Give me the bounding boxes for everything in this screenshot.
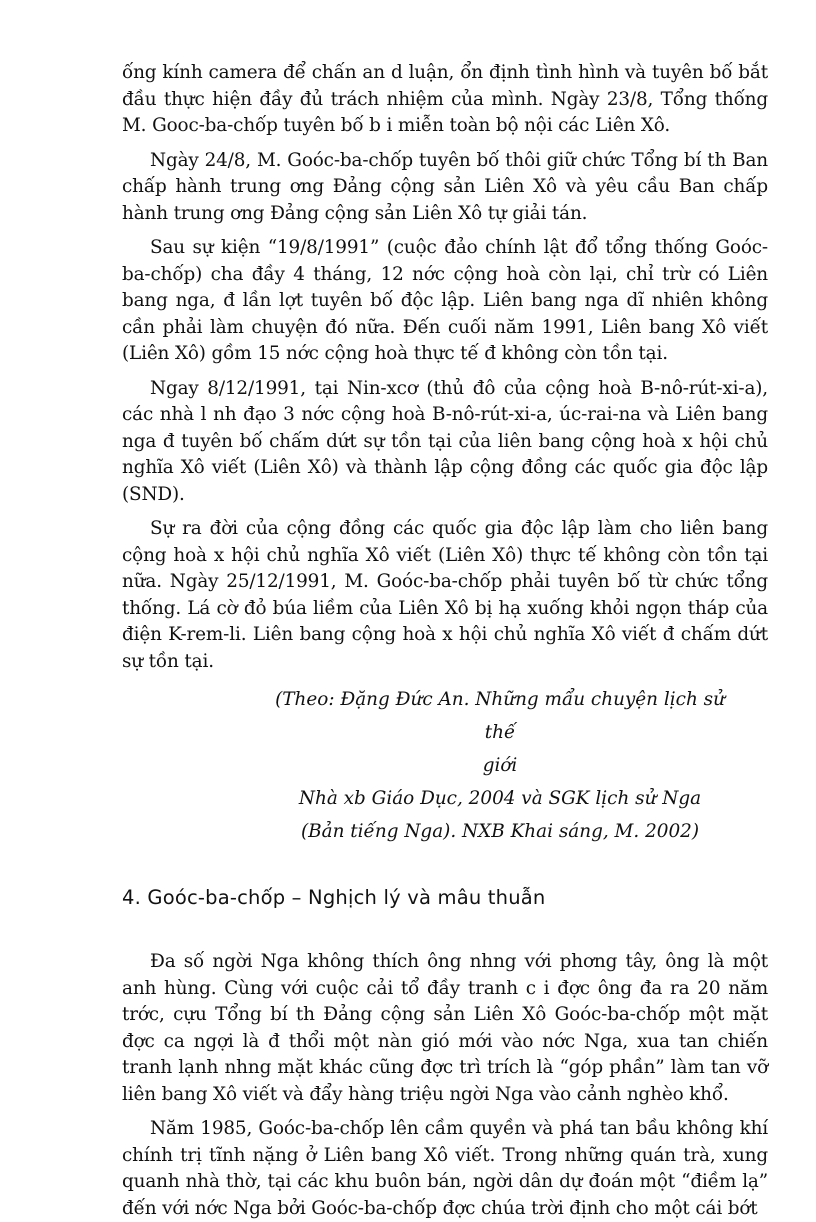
- paragraph-4: Ngay 8/12/1991, tại Nin-xcơ (thủ đô của cộng hoà B-nô-rút-xi-a), các nhà l nh đạo 3 nớc cộng hoà B-nô-rút-xi-a, úc-rai-na và Liên bang nga đ tuyên bố chấm dứt sự tồn tại của liên bang cộng hoà x hội chủ nghĩa Xô viết (Liên Xô) và thành lập cộng đồng các quốc gia độc lập (SND).: [122, 377, 768, 505]
- paragraph-2: Ngày 24/8, M. Goóc-ba-chốp tuyên bố thôi giữ chức Tổng bí th Ban chấp hành trung ơng Đảng cộng sản Liên Xô và yêu cầu Ban chấp hành trung ơng Đảng cộng sản Liên Xô tự giải tán.: [122, 149, 768, 224]
- section-heading: 4. Goóc-ba-chốp – Nghịch lý và mâu thuẫn: [122, 886, 546, 909]
- paragraph-1: ống kính camera để chấn an d luận, ổn định tình hình và tuyên bố bắt đầu thực hiện đầy đủ trách nhiệm của mình. Ngày 23/8, Tổng thống M. Gooc-ba-chốp tuyên bố b i miễn toàn bộ nội các Liên Xô.: [122, 62, 768, 136]
- citation-line-3: Nhà xb Giáo Dục, 2004 và SGK lịch sử Nga: [298, 788, 702, 809]
- citation-line-2: giới: [482, 755, 518, 776]
- citation-line-1: (Theo: Đặng Đức An. Những mẩu chuyện lịch sử thế: [275, 689, 725, 743]
- paragraph-3: Sau sự kiện “19/8/1991” (cuộc đảo chính lật đổ tổng thống Goóc-ba-chốp) cha đầy 4 tháng, 12 nớc cộng hoà còn lại, chỉ trừ có Liên bang nga, đ lần lợt tuyên bố độc lập. Liên bang nga dĩ nhiên không cần phải làm chuyện đó nữa. Đến cuối năm 1991, Liên bang Xô viết (Liên Xô) gồm 15 nớc cộng hoà thực tế đ không còn tồn tại.: [122, 237, 768, 364]
- paragraph-6: Đa số ngời Nga không thích ông nhng với phơng tây, ông là một anh hùng. Cùng với cuộc cải tổ đầy tranh c i đợc ông đa ra 20 năm trớc, cựu Tổng bí th Đảng cộng sản Liên Xô Goóc-ba-chốp một mặt đợc ca ngợi là đ thổi một nàn gió mới vào nớc Nga, xua tan chiến tranh lạnh nhng mặt khác cũng đợc trì trích là “góp phần” làm tan vỡ liên bang Xô viết và đẩy hàng triệu ngời Nga vào cảnh nghèo khổ.: [122, 951, 768, 1105]
- source-citation: [122, 683, 768, 848]
- citation-line-4: (Bản tiếng Nga). NXB Khai sáng, M. 2002): [300, 821, 700, 842]
- paragraph-7: Năm 1985, Goóc-ba-chốp lên cầm quyền và phá tan bầu không khí chính trị tĩnh nặng ở Liên bang Xô viết. Trong những quán trà, xung quanh nhà thờ, tại các khu buôn bán, ngời dân dự đoán một “điềm lạ” đến với nớc Nga bởi Goóc-ba-chốp đợc chúa trời định cho một cái bớt: [122, 1118, 768, 1219]
- paragraph-5: Sự ra đời của cộng đồng các quốc gia độc lập làm cho liên bang cộng hoà x hội chủ nghĩa Xô viết (Liên Xô) thực tế không còn tồn tại nữa. Ngày 25/12/1991, M. Goóc-ba-chốp phải tuyên bố từ chức tổng thống. Lá cờ đỏ búa liềm của Liên Xô bị hạ xuống khỏi ngọn tháp của điện K-rem-li. Liên bang cộng hoà x hội chủ nghĩa Xô viết đ chấm dứt sự tồn tại.: [122, 518, 768, 672]
